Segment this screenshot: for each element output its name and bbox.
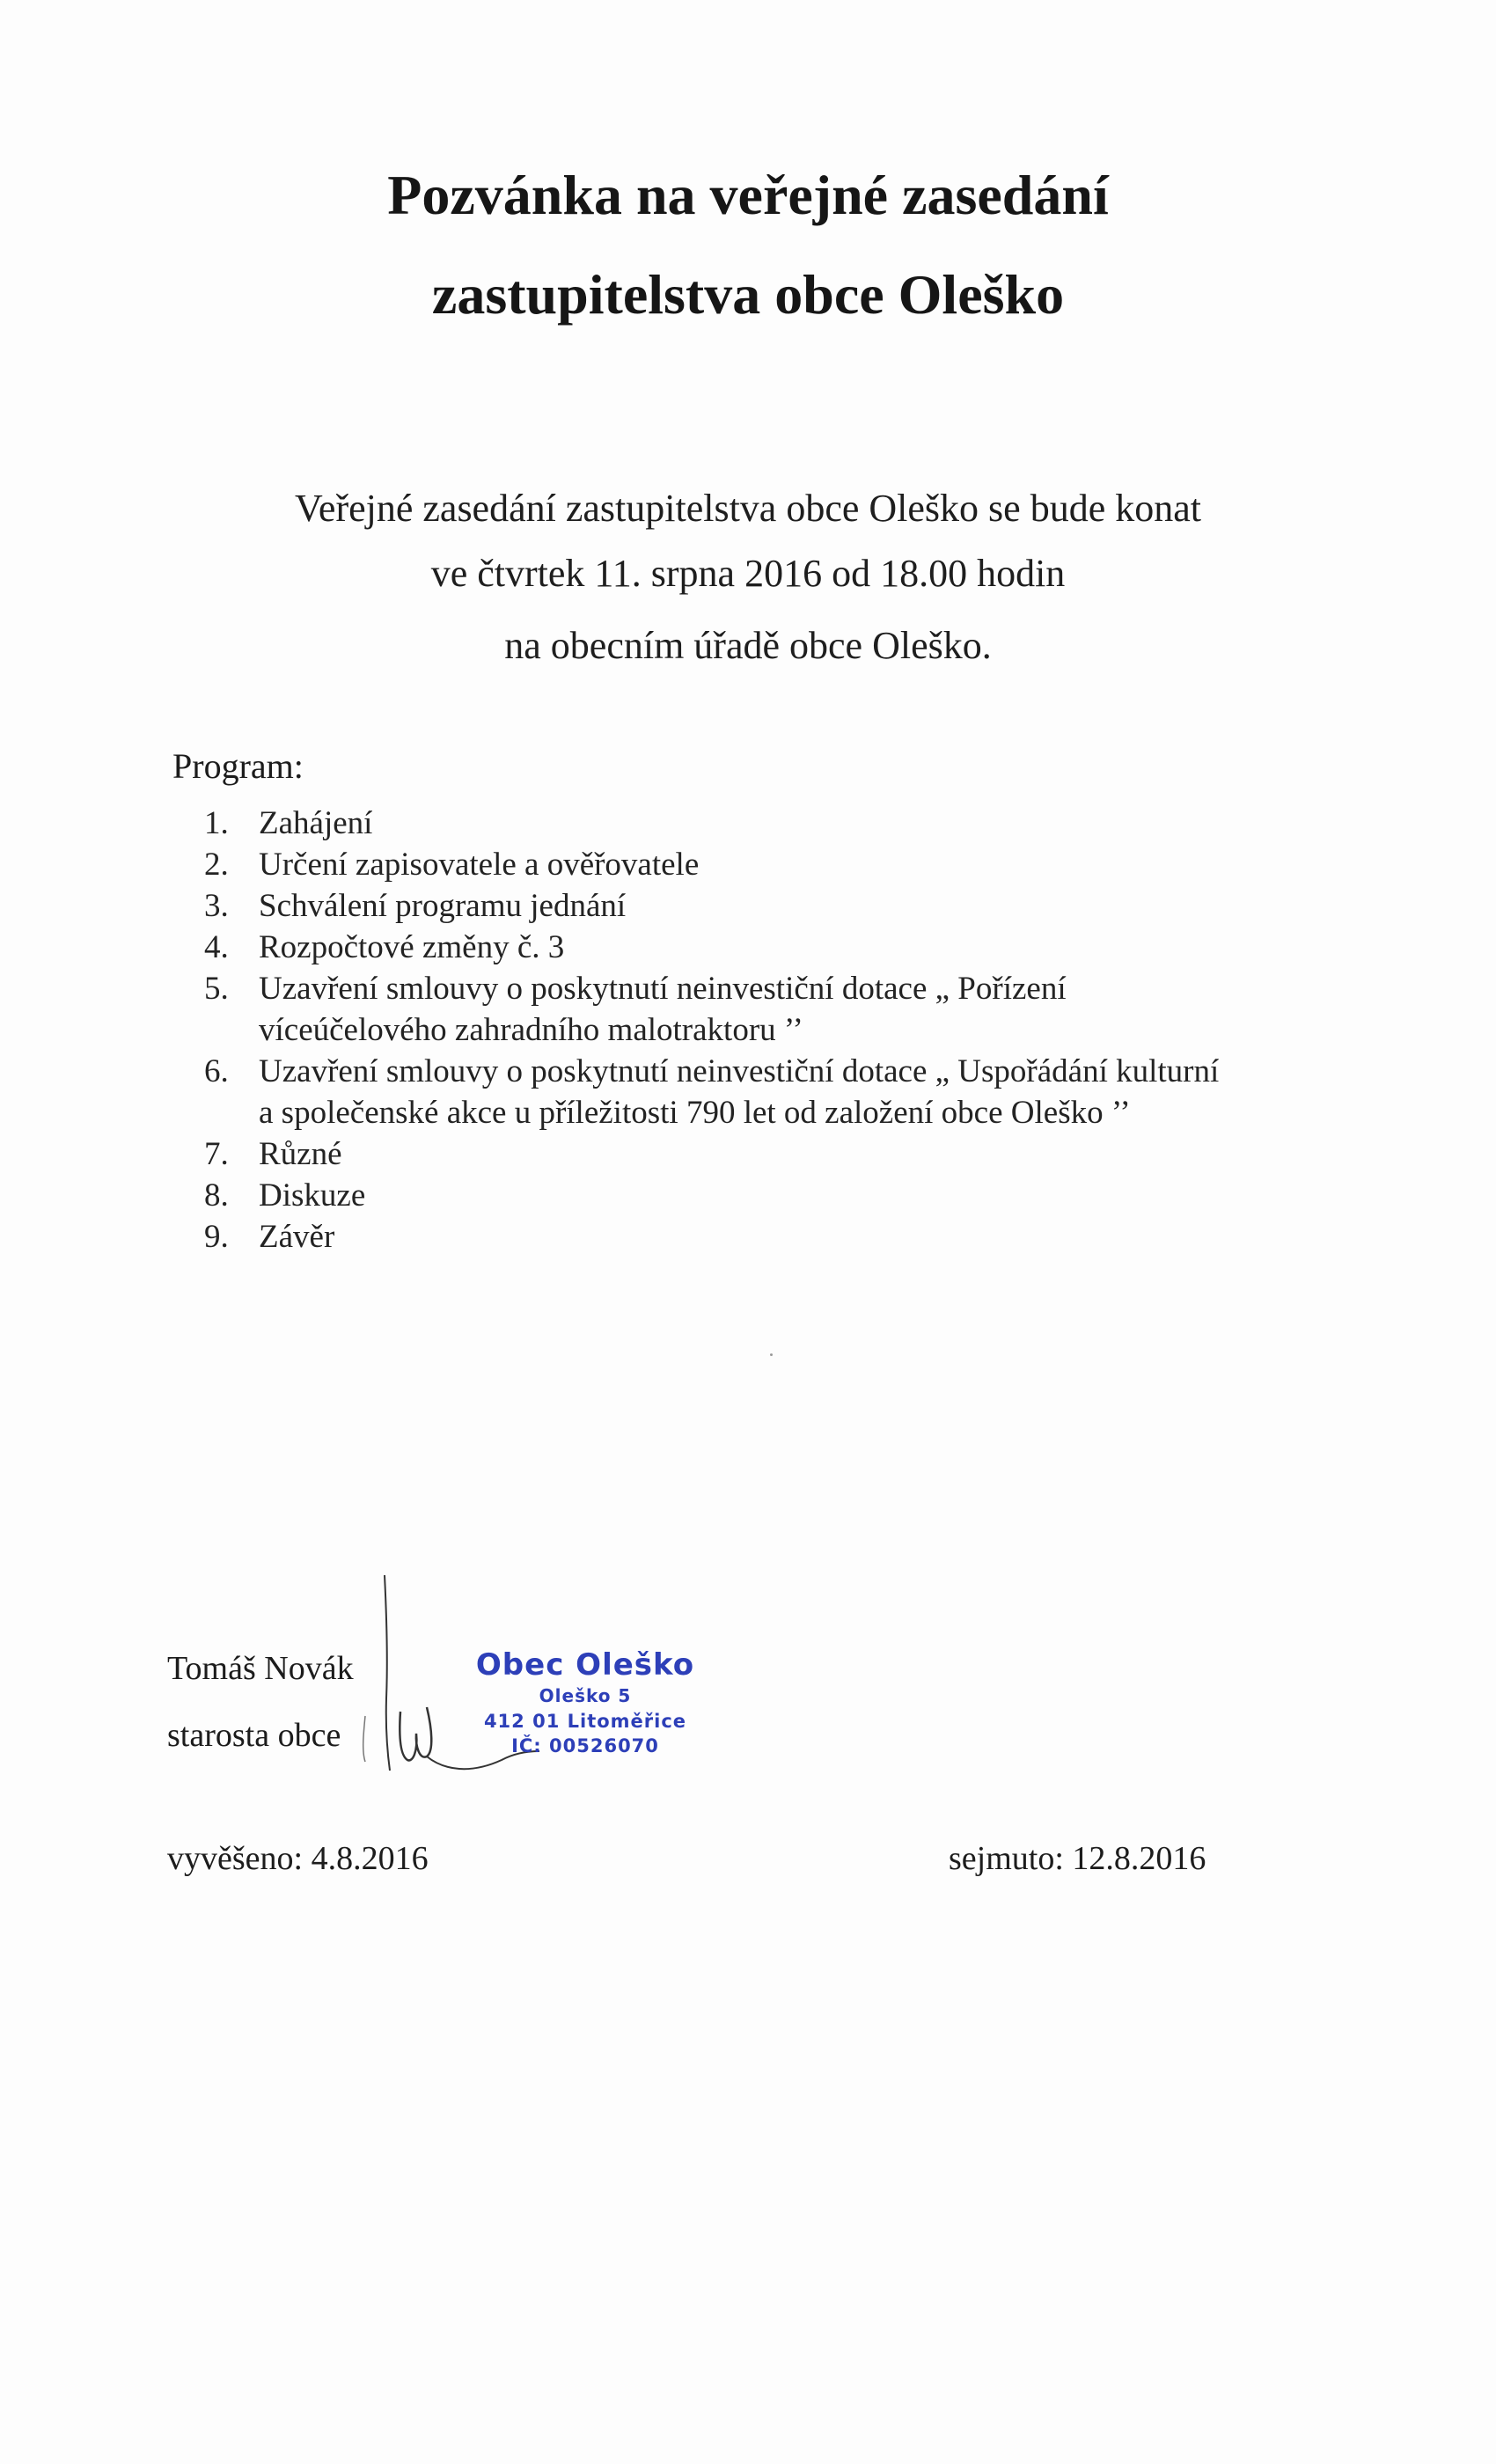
agenda-item-text: Zahájení: [259, 805, 373, 841]
agenda-item-text: Diskuze: [259, 1177, 366, 1214]
program-label: Program:: [172, 746, 304, 786]
signer-name: Tomáš Novák: [167, 1650, 354, 1687]
agenda-item-text: Uzavření smlouvy o poskytnutí neinvestiční dotace „ Uspořádání kulturní: [259, 1053, 1220, 1089]
agenda-item-number: 1.: [204, 805, 229, 841]
agenda-item: [204, 1216, 1348, 1258]
agenda-item-number: 8.: [204, 1177, 229, 1214]
agenda-item: [204, 968, 1348, 1051]
agenda-item-text: víceúčelového zahradního malotraktoru ’’: [259, 1012, 803, 1048]
agenda-item-number: 5.: [204, 971, 229, 1007]
agenda-item-text: Závěr: [259, 1219, 335, 1255]
agenda-item-text: Určení zapisovatele a ověřovatele: [259, 847, 700, 883]
stamp-line-1: Obec Oleško: [475, 1647, 695, 1683]
agenda-item-number: 2.: [204, 847, 229, 883]
agenda-list: [204, 803, 1348, 1258]
document-title-line-2: zastupitelstva obce Oleško: [431, 263, 1065, 326]
agenda-item-number: 4.: [204, 929, 229, 965]
agenda-item: [204, 803, 1348, 844]
agenda-item-number: 9.: [204, 1219, 229, 1255]
agenda-item-number: 3.: [204, 888, 229, 924]
agenda-item-text: a společenské akce u příležitosti 790 let od založení obce Oleško ’’: [259, 1095, 1131, 1131]
intro-line-3: na obecním úřadě obce Oleško.: [504, 624, 992, 667]
agenda-item-text: Rozpočtové změny č. 3: [259, 929, 565, 965]
document-title-line-1: Pozvánka na veřejné zasedání: [387, 164, 1109, 226]
agenda-item: [204, 927, 1348, 968]
removed-date: sejmuto: 12.8.2016: [949, 1840, 1206, 1877]
agenda-item: [204, 1051, 1348, 1133]
intro-line-1: Veřejné zasedání zastupitelstva obce Oleško se bude konat: [295, 487, 1201, 530]
agenda-item: [204, 1175, 1348, 1216]
agenda-item-number: 7.: [204, 1136, 229, 1172]
agenda-item-text: Různé: [259, 1136, 342, 1172]
stamp-line-4: IČ: 00526070: [511, 1735, 659, 1756]
agenda-item-text: Schválení programu jednání: [259, 888, 627, 924]
agenda-item-number: 6.: [204, 1053, 229, 1089]
agenda-item: [204, 885, 1348, 927]
agenda-item: [204, 1133, 1348, 1175]
intro-line-2: ve čtvrtek 11. srpna 2016 od 18.00 hodin: [430, 552, 1066, 595]
agenda-item: [204, 844, 1348, 885]
scan-speck: [770, 1353, 773, 1356]
agenda-item-text: Uzavření smlouvy o poskytnutí neinvestiční dotace „ Pořízení: [259, 971, 1067, 1007]
stamp-line-3: 412 01 Litoměřice: [483, 1711, 687, 1732]
signer-role: starosta obce: [167, 1717, 341, 1754]
stamp-line-2: Oleško 5: [539, 1685, 632, 1706]
posted-date: vyvěšeno: 4.8.2016: [167, 1840, 429, 1877]
official-stamp: [440, 1647, 730, 1758]
